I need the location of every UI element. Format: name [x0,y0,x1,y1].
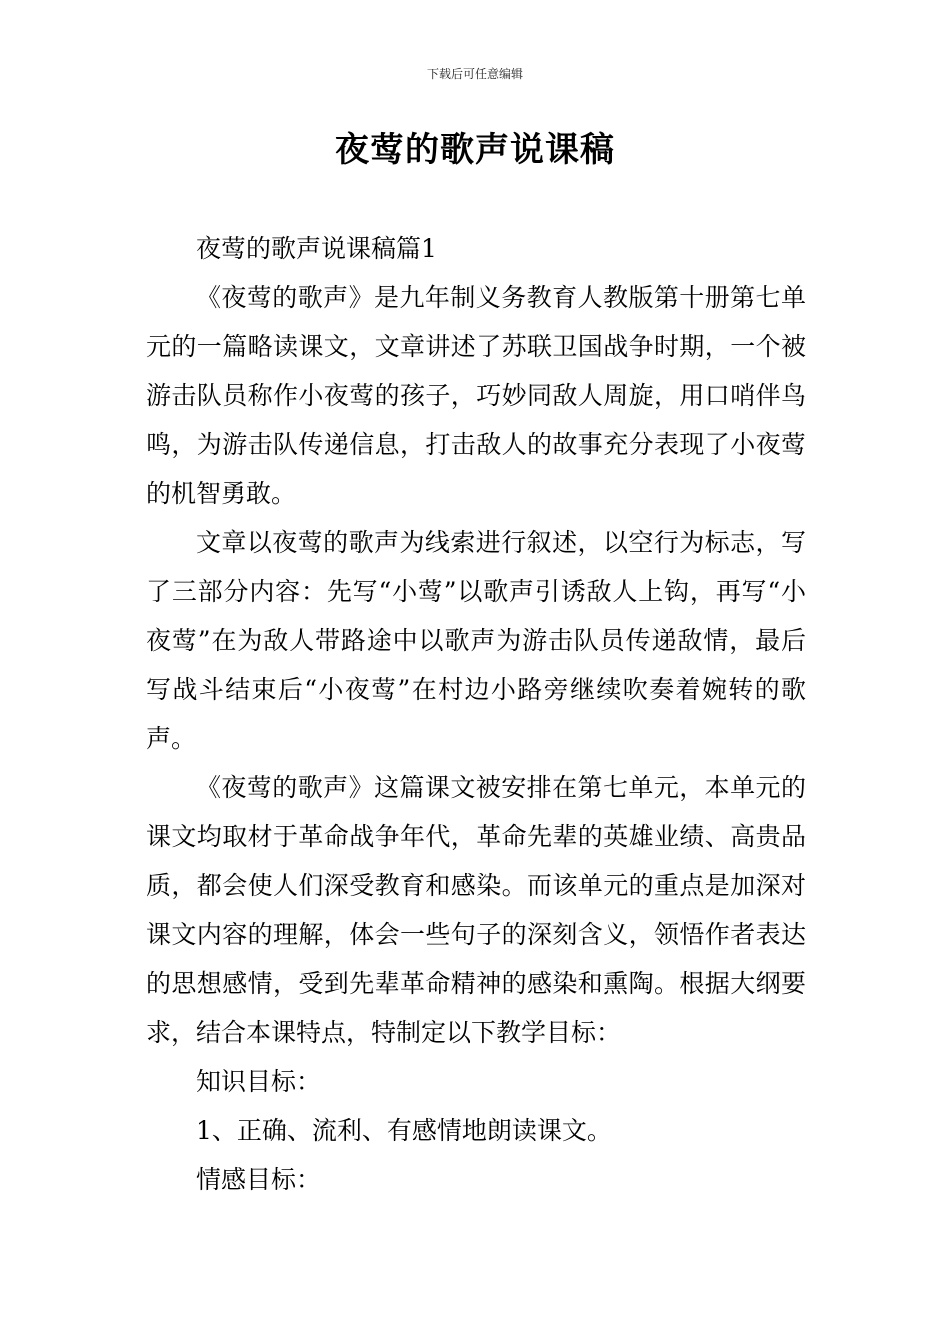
document-body [146,224,806,1204]
paragraph-section-heading: 夜莺的歌声说课稿篇1 [196,234,437,263]
header-note: 下载后可任意编辑 [426,67,523,81]
paragraph-structure: 文章以夜莺的歌声为线索进行叙述，以空行为标志，写了三部分内容：先写“小莺”以歌声引诱敌人上钩，再写“小夜莺”在为敌人带路途中以歌声为游击队员传递敌情，最后写战斗结束后“小夜莺”在村边小路旁继续吹奏着婉转的歌声。 [146,528,806,753]
paragraph-knowledge-goal-1: 1、正确、流利、有感情地朗读课文。 [196,1116,612,1145]
paragraph-intro: 《夜莺的歌声》是九年制义务教育人教版第十册第七单元的一篇略读课文，文章讲述了苏联卫国战争时期，一个被游击队员称作小夜莺的孩子，巧妙同敌人周旋，用口哨伴鸟鸣，为游击队传递信息，打击敌人的故事充分表现了小夜莺的机智勇敢。 [146,283,806,508]
paragraph-emotion-goal-heading: 情感目标： [196,1165,322,1194]
paragraph-knowledge-goal-heading: 知识目标： [196,1067,322,1096]
paragraph-unit-context: 《夜莺的歌声》这篇课文被安排在第七单元，本单元的课文均取材于革命战争年代，革命先辈的英雄业绩、高贵品质，都会使人们深受教育和感染。而该单元的重点是加深对课文内容的理解，体会一些句子的深刻含义，领悟作者表达的思想感情，受到先辈革命精神的感染和熏陶。根据大纲要求，结合本课特点，特制定以下教学目标： [146,773,806,1047]
document-title: 夜莺的歌声说课稿 [335,130,615,170]
